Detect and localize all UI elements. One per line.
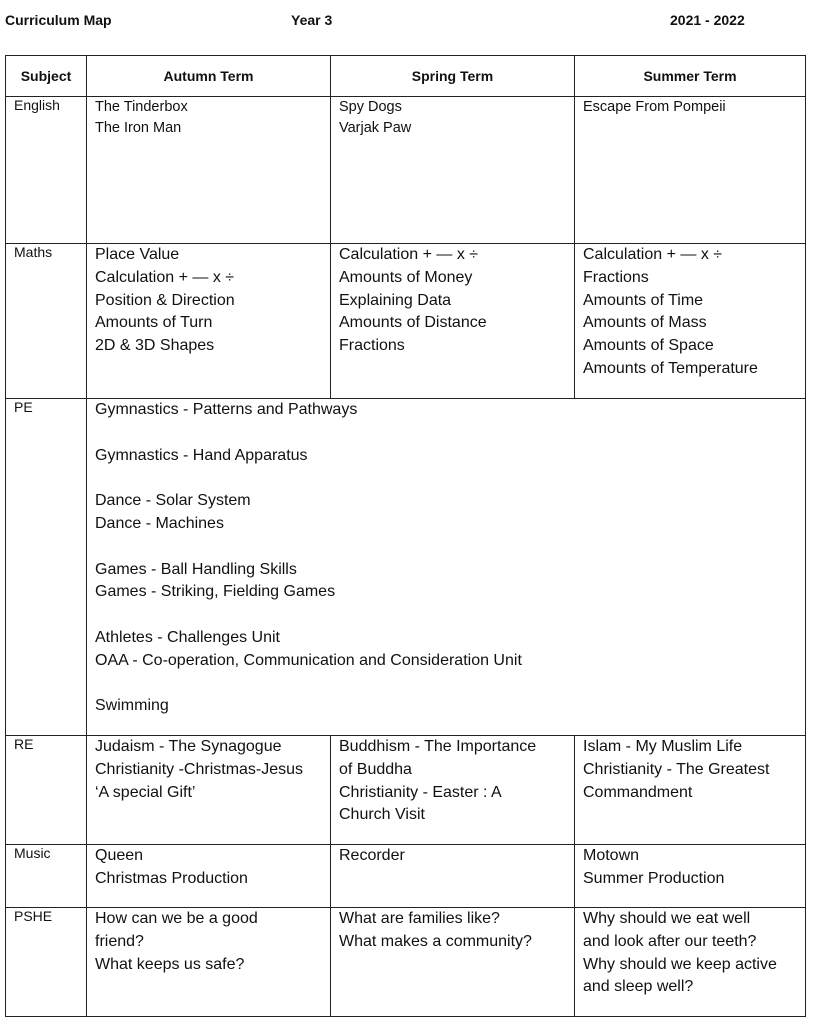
topic-line: Amounts of Mass [583,314,707,332]
topic-line: Dance - Solar System [95,492,251,510]
subject-cell-english: English [6,97,87,244]
column-header-subject: Subject [6,56,87,97]
table-row-re [6,736,806,845]
topic-line: and sleep well? [583,978,694,996]
topic-line: How can we be a good [95,910,258,927]
topic-line: Commandment [583,783,693,801]
topic-line: Queen [95,847,144,864]
table-row-maths [6,244,806,399]
topic-line: Motown [583,847,640,864]
table-row-pshe [6,908,806,1017]
topic-line: Christianity - The Greatest [583,760,770,778]
topic-line: Amounts of Time [583,291,704,309]
subject-cell-pshe: PSHE [6,908,87,1017]
re-spring-cell [331,736,575,845]
music-spring-cell [331,845,575,908]
table-row-english [6,97,806,244]
spacer [95,536,797,559]
academic-year-dates: 2021 - 2022 [670,12,745,28]
topic-line: Amounts of Distance [339,314,487,332]
subject-cell-music: Music [6,845,87,908]
re-summer-cell [575,736,806,845]
topic-line: Fractions [583,268,649,286]
topic-line: Buddhism - The Importance [339,738,537,755]
table-row-pe [6,399,806,736]
page-header [0,12,814,34]
topic-line: The Tinderbox [95,99,188,115]
topic-line: OAA - Co-operation, Communication and Consideration Unit [95,651,522,669]
topic-line: Amounts of Money [339,268,473,286]
topic-line: 2D & 3D Shapes [95,337,215,355]
curriculum-table [5,55,806,1017]
topic-line: What keeps us safe? [95,955,245,973]
table-row-music [6,845,806,908]
column-header-summer: Summer Term [575,56,806,97]
topic-line: Explaining Data [339,291,452,309]
subject-cell-pe: PE [6,399,87,736]
pshe-autumn-cell [87,908,331,1017]
document-title: Curriculum Map [5,12,112,28]
topic-line: Church Visit [339,806,425,824]
topic-line: Christianity -Christmas-Jesus [95,760,304,778]
maths-spring-cell [331,244,575,399]
topic-line: What makes a community? [339,932,532,950]
spacer [95,604,797,627]
subject-cell-maths: Maths [6,244,87,399]
maths-summer-cell [575,244,806,399]
table-header-row [6,56,806,97]
topic-line: Gymnastics - Patterns and Pathways [95,401,358,418]
topic-line: Dance - Machines [95,514,224,532]
pshe-spring-cell [331,908,575,1017]
topic-line: Christmas Production [95,869,248,887]
topic-line: Escape From Pompeii [583,99,726,115]
topic-line: Amounts of Space [583,337,714,355]
topic-line: Position & Direction [95,291,235,309]
topic-line: and look after our teeth? [583,932,757,950]
topic-line: Why should we eat well [583,910,751,927]
topic-line: Why should we keep active [583,955,777,973]
topic-line: Spy Dogs [339,99,402,115]
topic-line: Amounts of Turn [95,314,213,332]
topic-line: of Buddha [339,760,412,778]
pshe-summer-cell [575,908,806,1017]
english-summer-cell [575,97,806,244]
maths-autumn-cell [87,244,331,399]
topic-line: Swimming [95,697,169,715]
topic-line: Games - Striking, Fielding Games [95,583,336,601]
re-autumn-cell [87,736,331,845]
topic-line: Calculation + — x ÷ [583,246,723,263]
topic-line: Recorder [339,847,405,864]
music-summer-cell [575,845,806,908]
topic-line: Athletes - Challenges Unit [95,628,280,646]
topic-line: Amounts of Temperature [583,359,758,377]
topic-line: What are families like? [339,910,500,927]
english-autumn-cell [87,97,331,244]
topic-line: Varjak Paw [339,120,412,136]
topic-line: Judaism - The Synagogue [95,738,282,755]
topic-line: friend? [95,932,144,950]
pe-all-terms-cell [87,399,806,736]
subject-cell-re: RE [6,736,87,845]
topic-line: Islam - My Muslim Life [583,738,743,755]
english-spring-cell [331,97,575,244]
topic-line: Christianity - Easter : A [339,783,502,801]
column-header-autumn: Autumn Term [87,56,331,97]
music-autumn-cell [87,845,331,908]
spacer [95,467,797,490]
spacer [95,673,797,696]
topic-line: Gymnastics - Hand Apparatus [95,446,308,464]
column-header-spring: Spring Term [331,56,575,97]
year-label: Year 3 [291,12,333,28]
topic-line: Place Value [95,246,180,263]
topic-line: Summer Production [583,869,725,887]
topic-line: The Iron Man [95,120,182,136]
topic-line: Games - Ball Handling Skills [95,560,297,578]
spacer [95,422,797,445]
topic-line: Calculation + — x ÷ [339,246,479,263]
topic-line: Fractions [339,337,405,355]
topic-line: ‘A special Gift’ [95,783,196,801]
topic-line: Calculation + — x ÷ [95,268,235,286]
